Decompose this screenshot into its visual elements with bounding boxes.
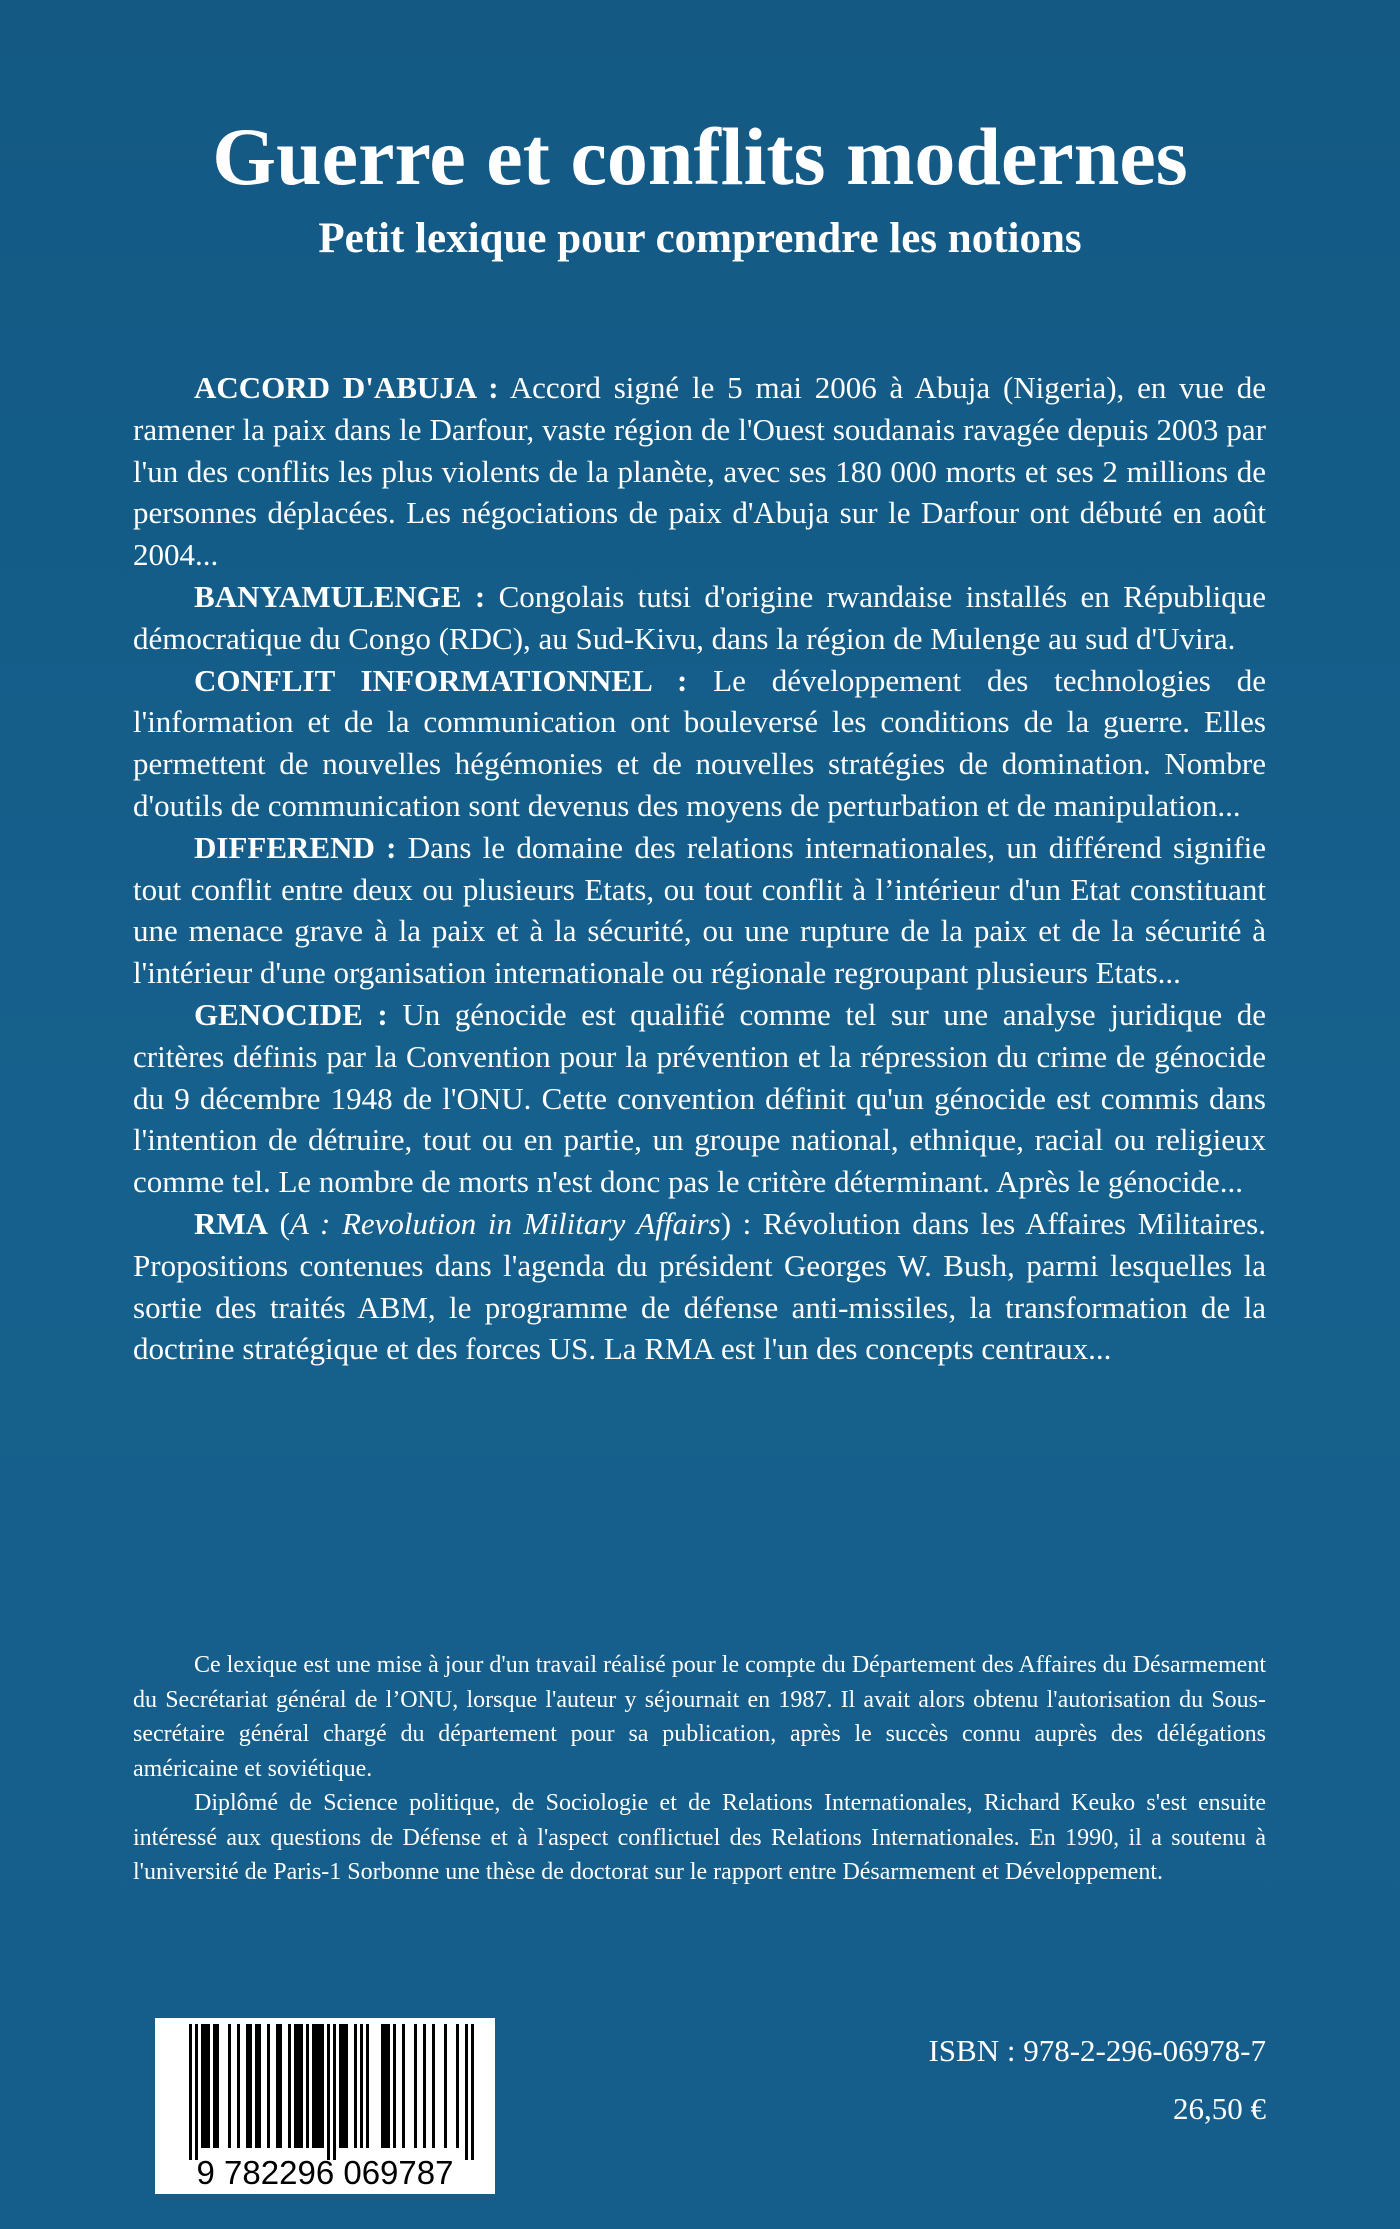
- barcode-bar: [213, 2024, 216, 2148]
- entry-term: GENOCIDE :: [194, 996, 388, 1032]
- barcode-bar: [402, 2024, 405, 2148]
- barcode-bar: [294, 2024, 297, 2148]
- barcode-bar: [321, 2024, 324, 2148]
- barcode-bar: [360, 2024, 363, 2148]
- entry-term: DIFFEREND :: [194, 829, 397, 865]
- barcode-bar: [279, 2024, 282, 2148]
- barcode-bar: [465, 2024, 468, 2160]
- entry-term: BANYAMULENGE :: [194, 578, 486, 614]
- barcode-bar: [333, 2024, 336, 2160]
- entry-term: RMA: [194, 1205, 269, 1241]
- about-paragraph: Ce lexique est une mise à jour d'un travail réalisé pour le compte du Département des Affaires du Désarmement du Secrétariat général de l’ONU, lorsque l'auteur y séjournait en 1987. Il avait alors obtenu l'autorisation du Sous-secrétaire général chargé du département pour sa publication, après le succès connu auprès des délégations américaine et soviétique.: [133, 1652, 1266, 1782]
- barcode-bar: [249, 2024, 252, 2148]
- barcode-bar: [327, 2024, 330, 2160]
- barcode: [155, 2018, 495, 2194]
- barcode-bar: [393, 2024, 396, 2148]
- barcode-bar: [318, 2024, 321, 2148]
- barcode-graphic: [155, 2018, 495, 2194]
- lexicon-entry: [133, 660, 1266, 827]
- price: 26,50 €: [1173, 2091, 1266, 2126]
- barcode-bar: [342, 2024, 345, 2148]
- book-subtitle: Petit lexique pour comprendre les notions: [318, 215, 1082, 262]
- lexicon-entry: [133, 367, 1266, 576]
- barcode-bar: [204, 2024, 207, 2148]
- barcode-bar: [195, 2024, 198, 2160]
- barcode-bar: [228, 2024, 231, 2148]
- barcode-bar: [432, 2024, 435, 2148]
- lexicon-entry: [133, 576, 1266, 660]
- barcode-bar: [339, 2024, 342, 2148]
- lexicon-entry: [133, 827, 1266, 994]
- barcode-bar: [306, 2024, 309, 2148]
- barcode-bar: [384, 2024, 387, 2148]
- book-title: Guerre et conflits modernes: [212, 111, 1188, 202]
- barcode-bar: [216, 2024, 219, 2148]
- barcode-bar: [258, 2024, 261, 2148]
- entry-term: ACCORD D'ABUJA :: [194, 370, 499, 405]
- barcode-bar: [237, 2024, 240, 2148]
- barcode-bar: [456, 2024, 459, 2148]
- entry-definition: Congolais tutsi d'origine rwandaise installés en République démocratique du Congo (RDC), au Sud-Kivu, dans la région de Mulenge au sud d'Uvira.: [133, 578, 1267, 656]
- rma-expansion: A : Revolution in Military Affairs: [290, 1205, 721, 1241]
- barcode-bar: [288, 2024, 291, 2148]
- lexicon-excerpt: [133, 367, 1266, 1370]
- barcode-bar: [381, 2024, 384, 2148]
- barcode-bar: [189, 2024, 192, 2160]
- entry-definition: Un génocide est qualifié comme tel sur une analyse juridique de critères définis par la Convention pour la prévention et la répression du crime de génocide du 9 décembre 1948 de l'ONU. Cette convention définit qu'un génocide est commis dans l'intention de détruire, tout ou en partie, un groupe national, ethnique, racial ou religieux comme tel. Le nombre de morts n'est donc pas le critère déterminant. Après le génocide...: [133, 996, 1267, 1200]
- barcode-bar: [471, 2024, 474, 2160]
- barcode-bar: [300, 2024, 303, 2148]
- barcode-bar: [255, 2024, 258, 2148]
- barcode-bar: [387, 2024, 390, 2148]
- about-paragraph: Diplômé de Science politique, de Sociologie et de Relations Internationales, Richard Keuko s'est ensuite intéressé aux questions de Défense et à l'aspect conflictuel des Relations Internationales. En 1990, il a soutenu à l'université de Paris-1 Sorbonne une thèse de doctorat sur le rapport entre Désarmement et Développement.: [133, 1790, 1266, 1885]
- lexicon-entry: [133, 994, 1266, 1203]
- entry-term: CONFLIT INFORMATIONNEL :: [194, 662, 688, 698]
- barcode-bar: [444, 2024, 447, 2148]
- barcode-bar: [201, 2024, 204, 2148]
- barcode-bar: [366, 2024, 369, 2148]
- rma-paren-close: ): [720, 1205, 732, 1241]
- barcode-bar: [315, 2024, 318, 2148]
- barcode-digits: 9 782296 069787: [196, 2154, 454, 2191]
- entry-definition: Le développement des technologies de l'information et de la communication ont bouleversé les conditions de la guerre. Elles permettent de nouvelles hégémonies et de nouvelles stratégies de domination. Nombre d'outils de communication sont devenus des moyens de perturbation et de manipulation...: [133, 662, 1266, 823]
- barcode-bar: [312, 2024, 315, 2148]
- barcode-bar: [207, 2024, 210, 2148]
- entry-definition: Dans le domaine des relations internationales, un différend signifie tout conflit entre deux ou plusieurs Etats, ou tout conflit à l’intérieur d'un Etat constituant une menace grave à la paix et à la sécurité, ou une rupture de la paix et de la sécurité à l'intérieur d'une organisation internationale ou régionale regroupant plusieurs Etats...: [133, 829, 1266, 991]
- barcode-bar: [246, 2024, 249, 2148]
- barcode-bar: [414, 2024, 417, 2148]
- barcode-bar: [267, 2024, 270, 2148]
- entry-definition: : Révolution dans les Affaires Militaires. Propositions contenues dans l'agenda du président Georges W. Bush, parmi lesquelles la sortie des traités ABM, le programme de défense anti-missiles, la transformation de la doctrine stratégique et des forces US. La RMA est l'un des concepts centraux...: [133, 1205, 1266, 1367]
- barcode-bar: [423, 2024, 426, 2148]
- barcode-bar: [354, 2024, 357, 2148]
- entry-definition: Accord signé le 5 mai 2006 à Abuja (Nigeria), en vue de ramener la paix dans le Darfour, vaste région de l'Ouest soudanais ravagée depuis 2003 par l'un des conflits les plus violents de la planète, avec ses 180 000 morts et ses 2 millions de personnes déplacées. Les négociations de paix d'Abuja sur le Darfour ont débuté en août 2004...: [133, 370, 1266, 573]
- barcode-bar: [345, 2024, 348, 2148]
- barcode-bar: [297, 2024, 300, 2148]
- about-text: [133, 1648, 1266, 1890]
- isbn: ISBN : 978-2-296-06978-7: [928, 2033, 1266, 2068]
- rma-paren-open: (: [268, 1205, 290, 1241]
- lexicon-entry-rma: [133, 1203, 1266, 1370]
- barcode-bar: [276, 2024, 279, 2148]
